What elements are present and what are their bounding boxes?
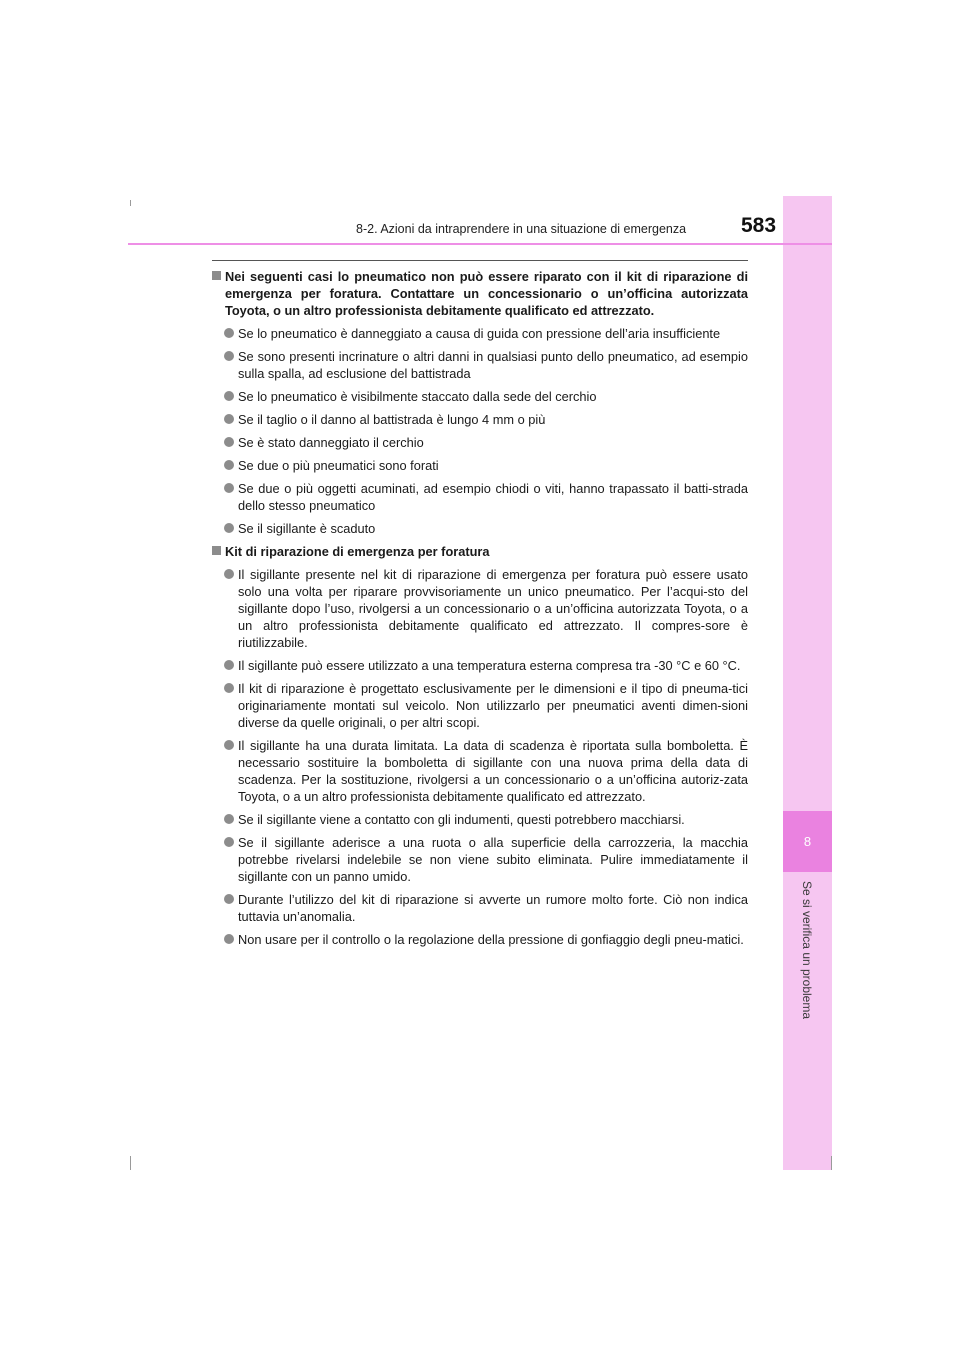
square-bullet-icon <box>212 546 221 555</box>
bullet-text: Se il sigillante viene a contatto con gli indumenti, questi potrebbero macchiarsi. <box>238 812 685 827</box>
bullet-text: Se il taglio o il danno al battistrada è lungo 4 mm o più <box>238 412 546 427</box>
bullet-item <box>212 388 748 405</box>
bullet-text: Il kit di riparazione è progettato esclusivamente per le dimensioni e il tipo di pneuma-tici originariamente montati sul veicolo. Non utilizzarlo per pneumatici aventi dimen-sioni diverse da quelle originali, o per altri scopi. <box>238 681 748 730</box>
bullet-text: Il sigillante può essere utilizzato a una temperatura esterna compresa tra -30 °C e 60 °C. <box>238 658 741 673</box>
bullet-item <box>212 480 748 514</box>
circle-bullet-icon <box>224 328 234 338</box>
bullet-text: Il sigillante presente nel kit di riparazione di emergenza per foratura può essere usato solo una volta per riparare provvisoriamente un unico pneumatico. Per l’acqui-sto del sigillante dopo l’uso, rivolgersi a un concessionario o a un’officina autorizzata Toyota, o a un altro professionista debitamente qualificato ed attrezzato. Il compres-sore è riutilizzabile. <box>238 567 748 650</box>
content-top-rule <box>212 260 748 261</box>
circle-bullet-icon <box>224 460 234 470</box>
circle-bullet-icon <box>224 894 234 904</box>
chapter-label: Se si verifica un problema <box>800 880 814 1020</box>
section-title: 8-2. Azioni da intraprendere in una situazione di emergenza <box>356 222 687 236</box>
bullet-text: Se lo pneumatico è visibilmente staccato dalla sede del cerchio <box>238 389 597 404</box>
main-content <box>212 268 748 954</box>
circle-bullet-icon <box>224 437 234 447</box>
bullet-item <box>212 811 748 828</box>
bullet-text: Non usare per il controllo o la regolazione della pressione di gonfiaggio degli pneu-matici. <box>238 932 744 947</box>
bullet-text: Se il sigillante è scaduto <box>238 521 376 536</box>
content-section <box>212 268 748 537</box>
bullet-item <box>212 657 748 674</box>
bullet-text: Durante l’utilizzo del kit di riparazione si avverte un rumore molto forte. Ciò non indica tuttavia un’anomalia. <box>238 892 748 924</box>
bullet-text: Se è stato danneggiato il cerchio <box>238 435 424 450</box>
circle-bullet-icon <box>224 934 234 944</box>
section-heading <box>212 543 748 560</box>
bullet-text: Se due o più oggetti acuminati, ad esempio chiodi o viti, hanno trapassato il batti-strada dello stesso pneumatico <box>238 481 748 513</box>
bullet-text: Se il sigillante aderisce a una ruota o alla superficie della carrozzeria, la macchia potrebbe rivelarsi indelebile se non viene subito eliminata. Pulire immediatamente il sigillante con un panno umido. <box>238 835 748 884</box>
chapter-number-tab[interactable] <box>783 811 832 872</box>
square-bullet-icon <box>212 271 221 280</box>
circle-bullet-icon <box>224 483 234 493</box>
bullet-text: Il sigillante ha una durata limitata. La data di scadenza è riportata sulla bomboletta. È necessario sostituire la bomboletta di sigillante con una nuova prima della data di scadenza. Per la sostituzione, rivolgersi a un concessionario o a un’officina autoriz-zata Toyota, o a un altro professionista debitamente qualificato ed attrezzato. <box>238 738 748 804</box>
bullet-item <box>212 566 748 651</box>
bullet-text: Se lo pneumatico è danneggiato a causa di guida con pressione dell’aria insufficiente <box>238 326 721 341</box>
bullet-item <box>212 325 748 342</box>
circle-bullet-icon <box>224 740 234 750</box>
circle-bullet-icon <box>224 837 234 847</box>
crop-mark <box>831 1156 832 1170</box>
bullet-item <box>212 737 748 805</box>
header-rule <box>128 243 832 245</box>
section-heading-text: Nei seguenti casi lo pneumatico non può essere riparato con il kit di riparazione di emergenza per foratura. Contattare un concessionario o un’officina autorizzata Toyota, o un altro professionista debitamente qualificato ed attrezzato. <box>225 269 748 318</box>
chapter-sidebar <box>783 196 832 1170</box>
bullet-item <box>212 931 748 948</box>
bullet-text: Se sono presenti incrinature o altri danni in qualsiasi punto dello pneumatico, ad esempio sulla spalla, ad esclusione del battistrada <box>238 349 748 381</box>
circle-bullet-icon <box>224 523 234 533</box>
crop-mark <box>130 1156 131 1170</box>
section-heading <box>212 268 748 319</box>
circle-bullet-icon <box>224 660 234 670</box>
bullet-item <box>212 457 748 474</box>
crop-mark <box>130 200 131 206</box>
circle-bullet-icon <box>224 391 234 401</box>
circle-bullet-icon <box>224 569 234 579</box>
circle-bullet-icon <box>224 414 234 424</box>
bullet-item <box>212 891 748 925</box>
page-number: 583 <box>741 214 777 237</box>
content-section <box>212 543 748 948</box>
bullet-item <box>212 434 748 451</box>
chapter-number: 8 <box>803 834 812 849</box>
bullet-item <box>212 520 748 537</box>
circle-bullet-icon <box>224 814 234 824</box>
section-heading-text: Kit di riparazione di emergenza per foratura <box>225 544 490 559</box>
circle-bullet-icon <box>224 683 234 693</box>
bullet-item <box>212 411 748 428</box>
bullet-text: Se due o più pneumatici sono forati <box>238 458 439 473</box>
bullet-item <box>212 348 748 382</box>
bullet-item <box>212 834 748 885</box>
section-list <box>212 268 748 948</box>
circle-bullet-icon <box>224 351 234 361</box>
bullet-item <box>212 680 748 731</box>
